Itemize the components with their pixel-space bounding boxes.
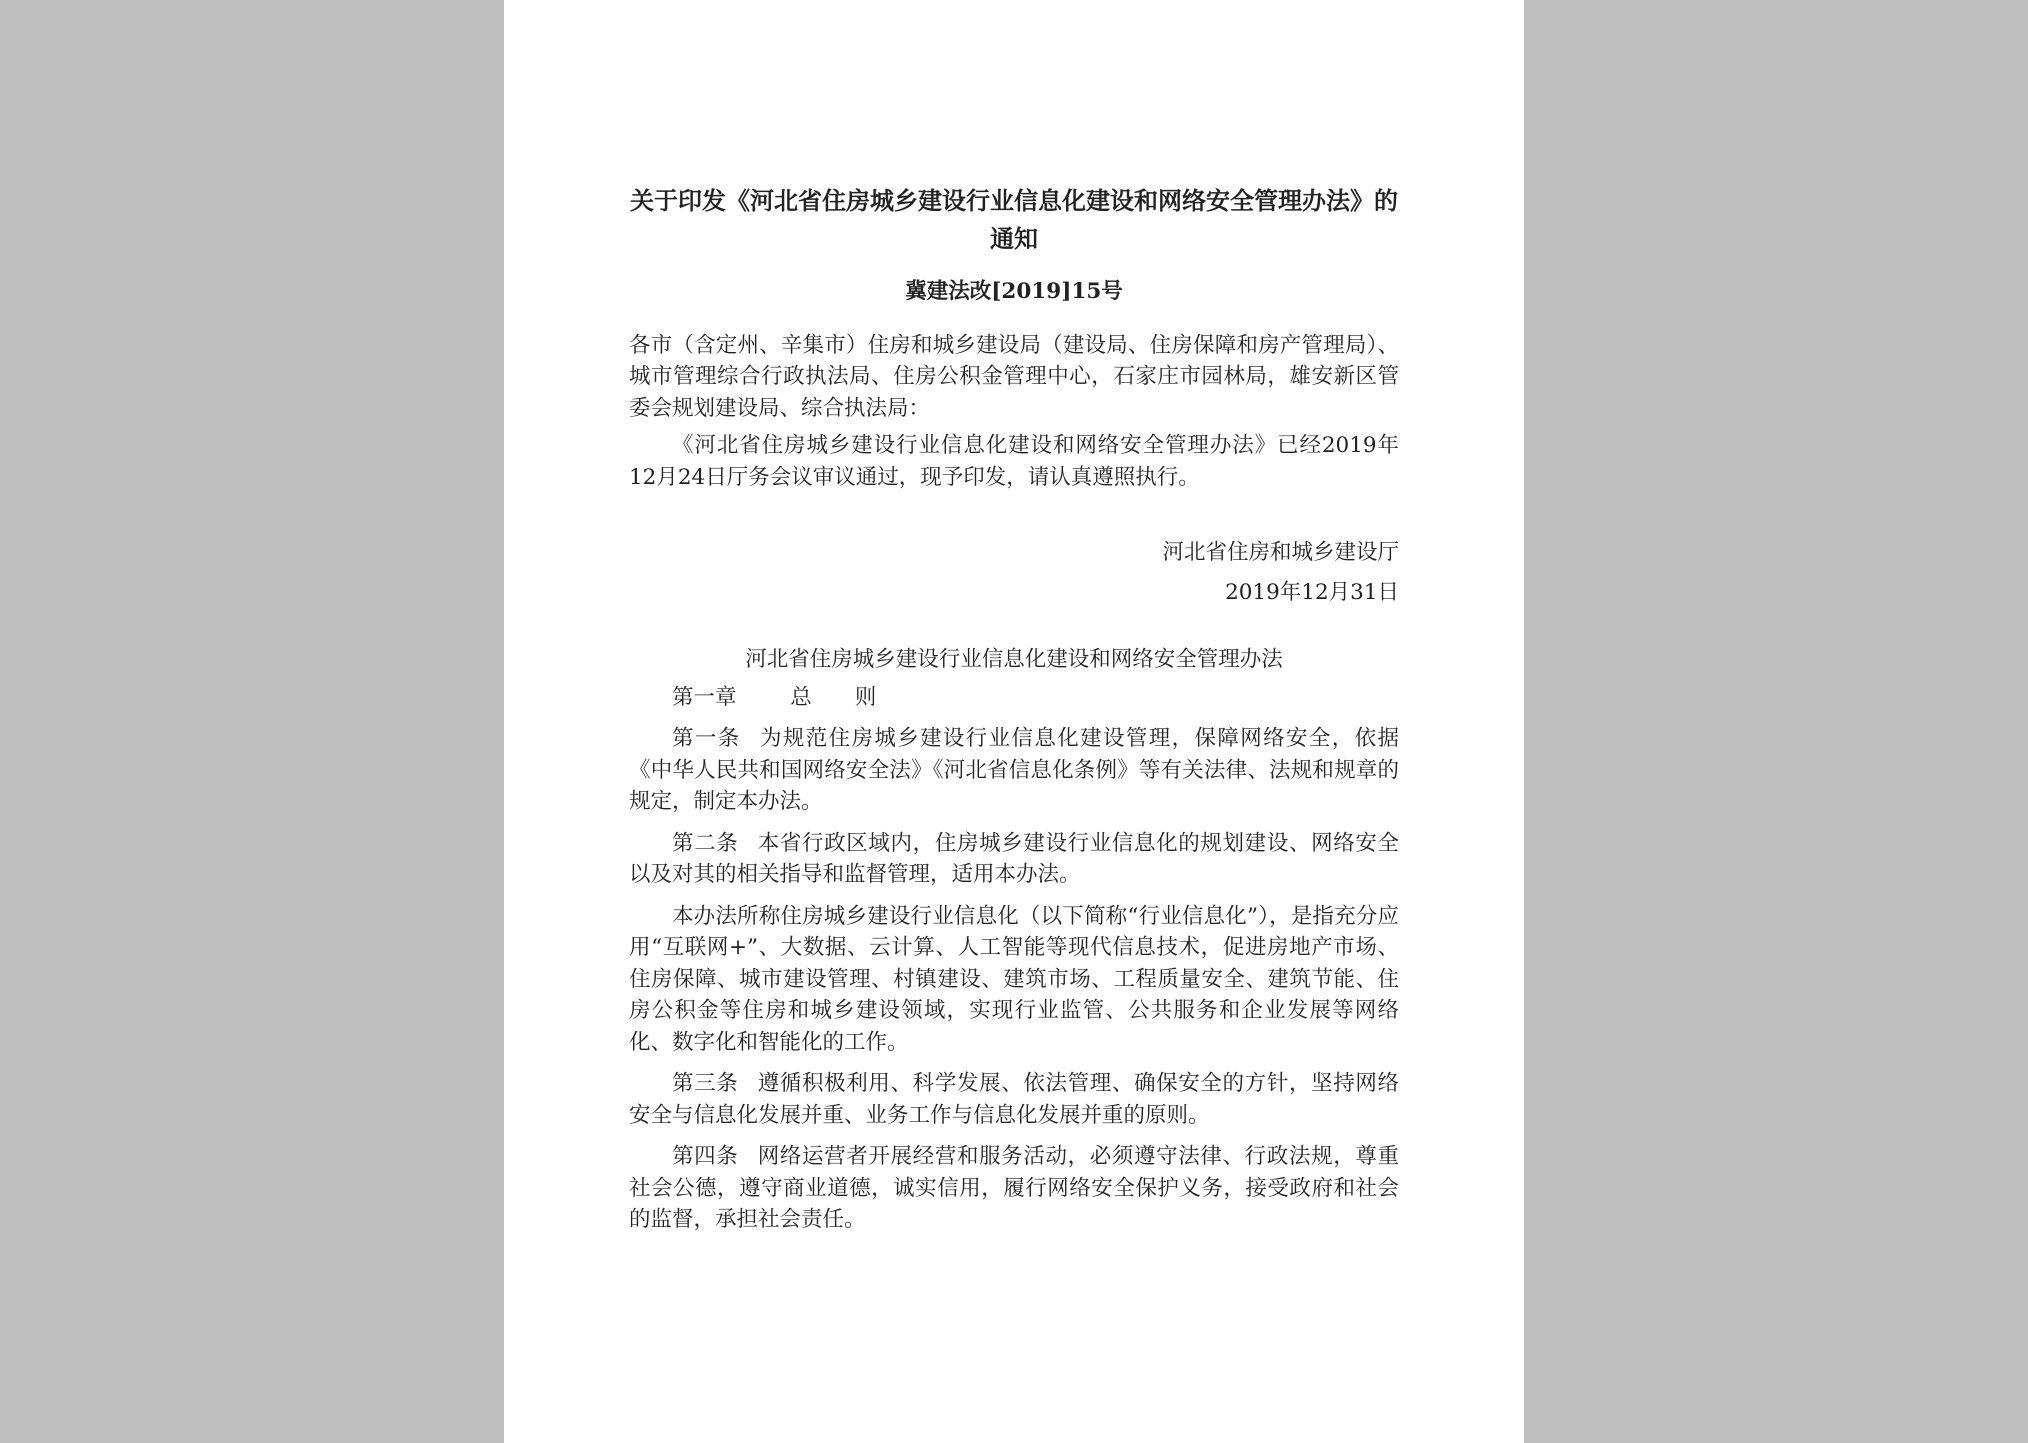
addressee: 各市（含定州、辛集市）住房和城乡建设局（建设局、住房保障和房产管理局）、城市管理综合行政执法局、住房公积金管理中心，石家庄市园林局，雄安新区管委会规划建设局、综合执法局： [629, 332, 1399, 421]
article-number: 第三条 [672, 1071, 739, 1096]
article-text: 遵循积极利用、科学发展、依法管理、确保安全的方针，坚持网络安全与信息化发展并重、业务工作与信息化发展并重的原则。 [629, 1071, 1399, 1128]
notice-title: 关于印发《河北省住房城乡建设行业信息化建设和网络安全管理办法》的通知 [630, 186, 1398, 253]
chapter-number: 第一章 [672, 684, 737, 710]
document-number: 冀建法改[2019]15号 [905, 279, 1123, 304]
chapter-heading [629, 682, 1399, 714]
regulation-title: 河北省住房城乡建设行业信息化建设和网络安全管理办法 [745, 647, 1283, 672]
article [629, 1068, 1399, 1131]
article-text: 本省行政区域内，住房城乡建设行业信息化的规划建设、网络安全以及对其的相关指导和监督管理，适用本办法。 [629, 830, 1399, 887]
article-number: 第一条 [672, 726, 741, 751]
article-text: 本办法所称住房城乡建设行业信息化（以下简称“行业信息化”），是指充分应用“互联网+”、大数据、云计算、人工智能等现代信息技术，促进房地产市场、住房保障、城市建设管理、村镇建设、建筑市场、工程质量安全、建筑节能、住房公积金等住房和城乡建设领域，实现行业监管、公共服务和企业发展等网络化、数字化和智能化的工作。 [629, 903, 1399, 1055]
article [629, 828, 1399, 891]
article-continuation [629, 901, 1399, 1059]
article-number: 第四条 [672, 1144, 739, 1169]
article-number: 第二条 [672, 830, 739, 856]
article [629, 723, 1399, 818]
article-text: 网络运营者开展经营和服务活动，必须遵守法律、行政法规，尊重社会公德，遵守商业道德，诚实信用，履行网络安全保护义务，接受政府和社会的监督，承担社会责任。 [629, 1144, 1399, 1232]
article-text: 为规范住房城乡建设行业信息化建设管理，保障网络安全，依据《中华人民共和国网络安全法》《河北省信息化条例》等有关法律、法规和规章的规定，制定本办法。 [629, 726, 1399, 814]
chapter-title: 总 则 [790, 684, 877, 710]
article [629, 1141, 1399, 1236]
notice-body: 《河北省住房城乡建设行业信息化建设和网络安全管理办法》已经2019年12月24日厅务会议审议通过，现予印发，请认真遵照执行。 [629, 433, 1399, 490]
issue-date: 2019年12月31日 [1225, 579, 1399, 605]
issuer: 河北省住房和城乡建设厅 [1162, 540, 1399, 565]
document-page [504, 0, 1524, 1443]
